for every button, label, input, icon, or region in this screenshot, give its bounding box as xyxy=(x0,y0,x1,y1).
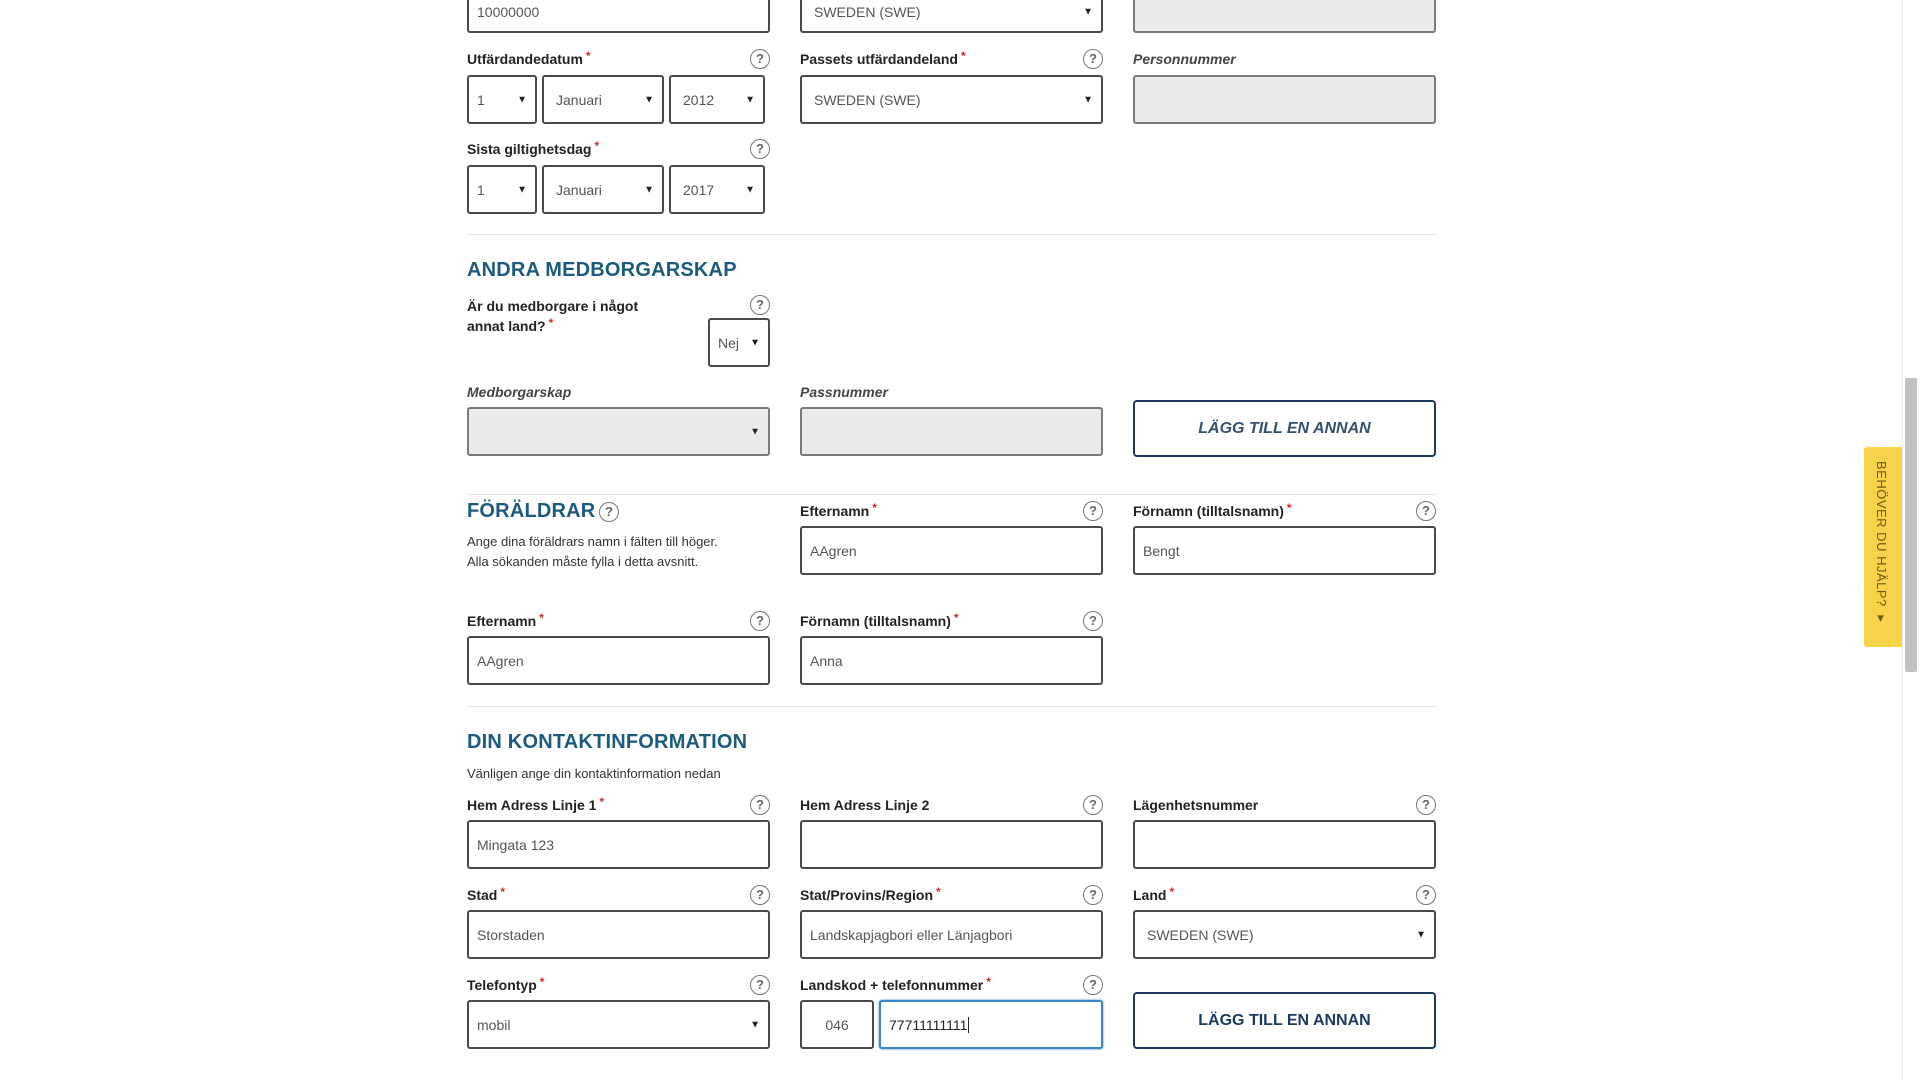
add-phone-button[interactable]: LÄGG TILL EN ANNAN xyxy=(1133,992,1436,1049)
text-cursor xyxy=(968,1017,969,1033)
chevron-down-icon: ▼ xyxy=(745,94,755,105)
expiry-month-value: Januari xyxy=(556,181,602,198)
expiry-year-select[interactable] xyxy=(669,165,765,214)
address1-label: Hem Adress Linje 1 * xyxy=(467,795,605,813)
address2-label: Hem Adress Linje 2 xyxy=(800,797,930,813)
country-value: SWEDEN (SWE) xyxy=(1147,926,1254,943)
help-icon[interactable]: ? xyxy=(1083,975,1103,995)
apartment-input[interactable] xyxy=(1133,820,1436,869)
issue-date-label: Utfärdandedatum * xyxy=(467,49,591,67)
help-icon[interactable]: ? xyxy=(1083,611,1103,631)
required-marker: * xyxy=(539,611,544,625)
disabled-field-top xyxy=(1133,0,1436,33)
citizenship-label: Medborgarskap xyxy=(467,384,572,400)
help-icon[interactable]: ? xyxy=(1416,795,1436,815)
required-marker: * xyxy=(960,49,966,63)
section-divider xyxy=(467,706,1437,707)
parent2-lastname-label: Efternamn * xyxy=(467,611,544,629)
expiry-date-label: Sista giltighetsdag * xyxy=(467,139,600,157)
parent1-firstname-value: Bengt xyxy=(1143,542,1180,559)
chevron-down-icon: ▼ xyxy=(1083,6,1093,17)
parent2-lastname-value: AAgren xyxy=(477,652,524,669)
required-marker: * xyxy=(1286,501,1292,515)
required-marker: * xyxy=(1169,885,1175,899)
help-icon[interactable]: ? xyxy=(750,139,770,159)
phone-type-select[interactable] xyxy=(467,1000,770,1049)
help-icon[interactable]: ? xyxy=(750,795,770,815)
required-marker: * xyxy=(585,49,591,63)
country-select[interactable] xyxy=(1133,910,1436,959)
other-citizenship-value: Nej xyxy=(718,334,740,351)
help-tab[interactable] xyxy=(1864,447,1902,647)
required-marker: * xyxy=(872,501,877,515)
expiry-year-value: 2017 xyxy=(683,181,715,198)
help-icon[interactable]: ? xyxy=(599,502,619,522)
phone-type-label: Telefontyp * xyxy=(467,975,545,993)
chevron-down-icon: ▼ xyxy=(517,184,527,195)
other-citizenship-question: Är du medborgare i något annat land? * xyxy=(467,298,639,334)
phone-label: Landskod + telefonnummer * xyxy=(800,975,991,993)
chevron-down-icon: ▼ xyxy=(644,184,654,195)
help-icon[interactable]: ? xyxy=(750,885,770,905)
phone-type-value: mobil xyxy=(477,1016,511,1033)
help-tab-label: BEHÖVER DU HJÄLP? ▾ xyxy=(1874,461,1889,627)
help-icon[interactable]: ? xyxy=(1083,49,1103,69)
country-code-value: 046 xyxy=(825,1016,849,1033)
issuing-country-value: SWEDEN (SWE) xyxy=(814,91,921,108)
help-icon[interactable]: ? xyxy=(1416,885,1436,905)
nationality-value: SWEDEN (SWE) xyxy=(814,3,921,20)
help-icon[interactable]: ? xyxy=(750,611,770,631)
city-value: Storstaden xyxy=(477,926,545,943)
help-icon[interactable]: ? xyxy=(750,975,770,995)
add-citizenship-button[interactable]: LÄGG TILL EN ANNAN xyxy=(1133,400,1436,457)
state-label: Stat/Provins/Region * xyxy=(800,885,941,903)
nationality-select[interactable] xyxy=(800,0,1103,33)
chevron-down-icon: ▼ xyxy=(750,426,760,437)
parents-title: FÖRÄLDRAR xyxy=(467,500,596,522)
required-marker: * xyxy=(539,975,545,989)
chevron-down-icon: ▼ xyxy=(517,94,527,105)
parent2-firstname-input[interactable] xyxy=(800,636,1103,685)
required-marker: * xyxy=(548,316,554,330)
state-value: Landskapjagbori eller Länjagbori xyxy=(810,926,1013,943)
other-citizenship-select[interactable] xyxy=(708,318,770,367)
help-icon[interactable]: ? xyxy=(1083,501,1103,521)
country-label: Land * xyxy=(1133,885,1175,903)
issuing-country-select[interactable] xyxy=(800,75,1103,124)
issue-month-select[interactable] xyxy=(542,75,664,124)
chevron-down-icon: ▼ xyxy=(644,94,654,105)
required-marker: * xyxy=(500,885,506,899)
apartment-label: Lägenhetsnummer xyxy=(1133,797,1259,813)
address2-input[interactable] xyxy=(800,820,1103,869)
parent2-firstname-label: Förnamn (tilltalsnamn) * xyxy=(800,611,959,629)
help-icon[interactable]: ? xyxy=(750,295,770,315)
scrollbar-thumb[interactable] xyxy=(1905,378,1917,672)
parent1-lastname-input[interactable] xyxy=(800,526,1103,575)
contact-description: Vänligen ange din kontaktinformation nedan xyxy=(467,766,721,781)
parent2-firstname-value: Anna xyxy=(810,652,843,669)
contact-title: DIN KONTAKTINFORMATION xyxy=(467,731,748,753)
chevron-down-icon: ▼ xyxy=(745,184,755,195)
help-icon[interactable]: ? xyxy=(1416,501,1436,521)
help-icon[interactable]: ? xyxy=(1083,885,1103,905)
help-icon[interactable]: ? xyxy=(1083,795,1103,815)
issuing-country-label: Passets utfärdandeland * xyxy=(800,49,966,67)
city-label: Stad * xyxy=(467,885,506,903)
phone-number-input[interactable] xyxy=(879,1000,1103,1049)
chevron-down-icon: ▼ xyxy=(1416,929,1426,940)
personnummer-input xyxy=(1133,75,1436,124)
passport-number-value: 10000000 xyxy=(477,3,540,20)
required-marker: * xyxy=(599,795,605,809)
parent1-firstname-label: Förnamn (tilltalsnamn) * xyxy=(1133,501,1292,519)
address1-input[interactable] xyxy=(467,820,770,869)
issue-year-select[interactable] xyxy=(669,75,765,124)
city-input[interactable] xyxy=(467,910,770,959)
required-marker: * xyxy=(594,139,600,153)
parent1-firstname-input[interactable] xyxy=(1133,526,1436,575)
phone-number-value: 77711111111 xyxy=(889,1016,968,1033)
issue-year-value: 2012 xyxy=(683,91,715,108)
required-marker: * xyxy=(936,885,941,899)
citizenship-select xyxy=(467,407,770,456)
address1-value: Mingata 123 xyxy=(477,836,555,853)
state-input[interactable] xyxy=(800,910,1103,959)
chevron-down-icon: ▼ xyxy=(750,337,760,348)
section-divider xyxy=(467,234,1437,235)
passport-number-input[interactable] xyxy=(467,0,770,33)
help-icon[interactable]: ? xyxy=(750,49,770,69)
expiry-day-select[interactable] xyxy=(467,165,537,214)
parents-description: Ange dina föräldrars namn i fälten till höger. Alla sökanden måste fylla i detta avsnitt. xyxy=(467,534,718,569)
required-marker: * xyxy=(986,975,991,989)
other-passport-number-input xyxy=(800,407,1103,456)
expiry-month-select[interactable] xyxy=(542,165,664,214)
chevron-down-icon: ▼ xyxy=(1083,94,1093,105)
personnummer-label: Personnummer xyxy=(1133,51,1236,67)
country-code-input[interactable] xyxy=(800,1000,874,1049)
issue-day-value: 1 xyxy=(477,91,485,108)
section-divider xyxy=(467,494,1437,495)
required-marker: * xyxy=(953,611,959,625)
parent2-lastname-input[interactable] xyxy=(467,636,770,685)
expiry-day-value: 1 xyxy=(477,181,485,198)
other-citizenship-title: ANDRA MEDBORGARSKAP xyxy=(467,259,737,281)
issue-month-value: Januari xyxy=(556,91,602,108)
parent1-lastname-value: AAgren xyxy=(810,542,857,559)
issue-day-select[interactable] xyxy=(467,75,537,124)
parent1-lastname-label: Efternamn * xyxy=(800,501,877,519)
chevron-down-icon: ▼ xyxy=(750,1019,760,1030)
passport-number-label: Passnummer xyxy=(800,384,888,400)
